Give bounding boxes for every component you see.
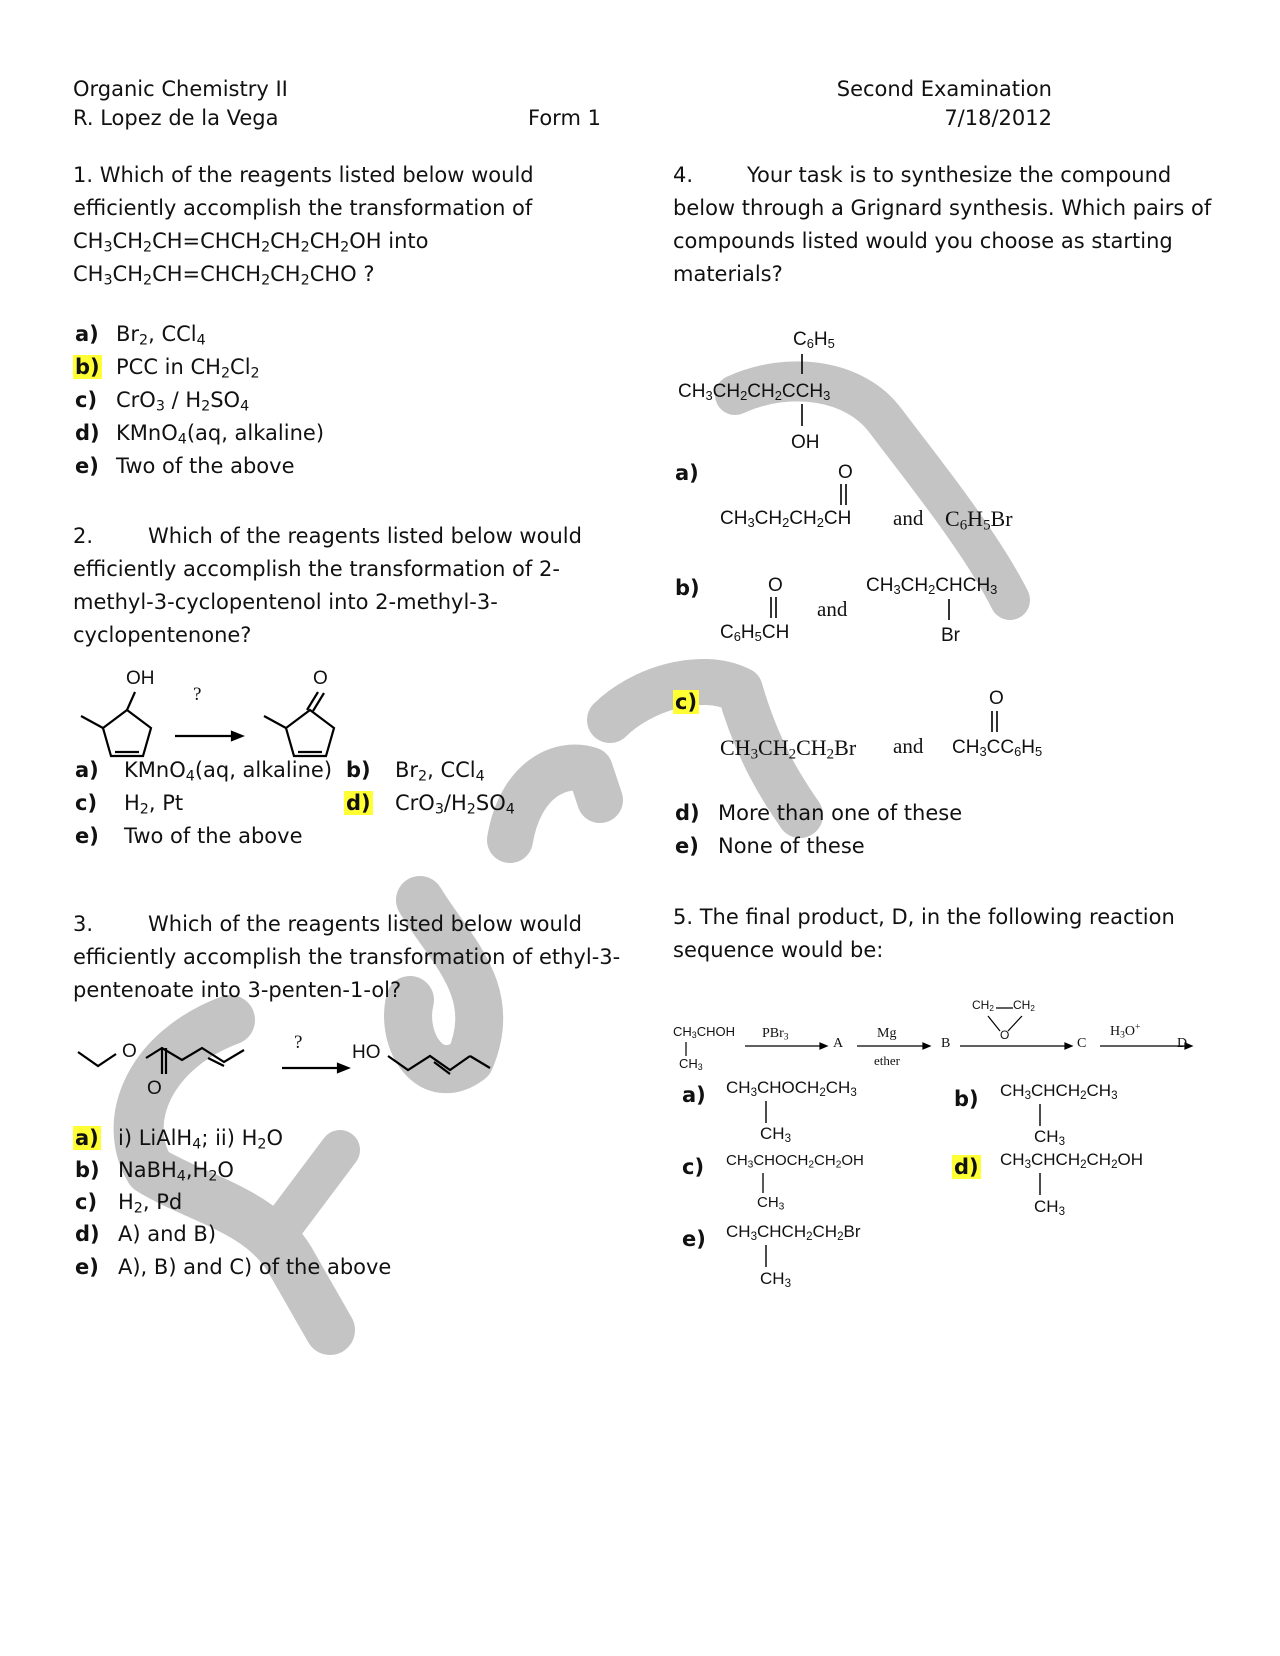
q5-stem-line-2: sequence would be: bbox=[673, 938, 884, 962]
q5-product-d: D bbox=[1177, 1036, 1188, 1051]
q2-option-a-label: a) bbox=[75, 758, 99, 782]
q5-b-main: $CH_3CHCH_2CH_3$ bbox=[1000, 1081, 1118, 1102]
q5-a-bond bbox=[763, 1101, 769, 1125]
q5-e-sub: $CH_3$ bbox=[760, 1269, 791, 1290]
q5-b-bond bbox=[1037, 1104, 1043, 1128]
q2-o-label: O bbox=[313, 668, 328, 689]
q5-reagent-2b: ether bbox=[874, 1053, 900, 1068]
q5-e-bond bbox=[763, 1245, 769, 1269]
q3-option-c-label: c) bbox=[75, 1190, 98, 1214]
q4-b-double-bond bbox=[768, 596, 778, 620]
q3-ester-o-label: O bbox=[122, 1041, 137, 1062]
q3-option-e-text: A), B) and C) of the above bbox=[118, 1255, 392, 1279]
q3-option-a-text: i) LiAlH$_4$; ii) $H_2O$ bbox=[118, 1126, 284, 1153]
q5-option-b-label: b) bbox=[954, 1087, 979, 1111]
q4-option-b-label: b) bbox=[675, 576, 700, 600]
q4-target-phenyl: $C_6H_5$ bbox=[793, 329, 835, 352]
q4-target-main: $CH_3CH_2CH_2CCH_3$ bbox=[678, 381, 831, 404]
q2-option-e-text: Two of the above bbox=[124, 824, 303, 848]
q2-option-e-label: e) bbox=[75, 824, 99, 848]
q3-option-b-label: b) bbox=[75, 1158, 100, 1182]
exam-title: Second Examination bbox=[836, 77, 1052, 101]
q3-ho-label: HO bbox=[352, 1042, 381, 1063]
q3-option-c-text: $H_2$, Pd bbox=[118, 1190, 183, 1217]
q5-option-d-label: d) bbox=[954, 1155, 979, 1179]
q3-question-mark: ? bbox=[294, 1032, 303, 1053]
q2-stem-line-3: methyl-3-cyclopentenol into 2-methyl-3- bbox=[73, 590, 498, 614]
q5-start-sub: $CH_3$ bbox=[679, 1056, 703, 1073]
q4-option-c-label: c) bbox=[675, 690, 698, 714]
q5-start-main: $CH_3CHOH$ bbox=[673, 1024, 735, 1041]
q5-epoxide-left: $CH_2$ bbox=[972, 998, 994, 1014]
q5-c-bond bbox=[760, 1173, 766, 1195]
q5-c-sub: $CH_3$ bbox=[757, 1194, 785, 1213]
q5-intermediate-c: C bbox=[1077, 1036, 1087, 1051]
q3-option-e-label: e) bbox=[75, 1255, 99, 1279]
q5-epoxide-right: $CH_2$ bbox=[1013, 998, 1035, 1014]
q4-c-and: and bbox=[893, 734, 924, 758]
q3-carbonyl-o-label: O bbox=[147, 1078, 162, 1099]
q4-stem-line-1: Your task is to synthesize the compound bbox=[747, 163, 1172, 187]
q2-question-mark: ? bbox=[193, 684, 202, 705]
q4-b-carbonyl: $C_6H_5CH$ bbox=[720, 622, 790, 645]
q2-option-c-text: $H_2$, Pt bbox=[124, 791, 184, 818]
q1-option-e-text: Two of the above bbox=[116, 454, 295, 478]
q2-stem-line-2: efficiently accomplish the transformation of 2- bbox=[73, 557, 560, 581]
q2-stem-line-1: Which of the reagents listed below would bbox=[148, 524, 582, 548]
q5-a-main: $CH_3CHOCH_2CH_3$ bbox=[726, 1078, 857, 1099]
q4-option-e-label: e) bbox=[675, 834, 699, 858]
q2-option-b-text: $Br_2$, CCl$_4$ bbox=[395, 758, 485, 785]
q4-stem-line-3: compounds listed would you choose as starting bbox=[673, 229, 1173, 253]
course-title: Organic Chemistry II bbox=[73, 77, 288, 101]
q5-epoxide-o: O bbox=[1000, 1028, 1010, 1042]
q5-d-main: $CH_3CHCH_2CH_2OH$ bbox=[1000, 1150, 1143, 1171]
q4-stem-line-2: below through a Grignard synthesis. Which pairs of bbox=[673, 196, 1212, 220]
q3-option-a-label: a) bbox=[75, 1126, 99, 1150]
instructor-name: R. Lopez de la Vega bbox=[73, 106, 279, 130]
q5-reagent-4: $H_3O^+$ bbox=[1110, 1022, 1141, 1041]
q4-b-bromine: Br bbox=[941, 625, 960, 646]
q4-a-carbonyl: $CH_3CH_2CH_2CH$ bbox=[720, 508, 852, 531]
q5-intermediate-b: B bbox=[941, 1036, 951, 1051]
q2-number: 2. bbox=[73, 524, 94, 548]
q5-d-bond bbox=[1037, 1173, 1043, 1197]
q5-e-main: $CH_3CHCH_2CH_2Br$ bbox=[726, 1222, 861, 1243]
q5-option-e-label: e) bbox=[682, 1227, 706, 1251]
q4-a-and: and bbox=[893, 506, 924, 530]
q1-option-d-text: KMnO$_4$(aq, alkaline) bbox=[116, 421, 325, 448]
q5-a-sub: $CH_3$ bbox=[760, 1124, 791, 1145]
q1-option-e-label: e) bbox=[75, 454, 99, 478]
q2-option-d-label: d) bbox=[346, 791, 371, 815]
q4-option-a[interactable] bbox=[673, 461, 1033, 494]
q4-c-carbonyl: $CH_3CC_6H_5$ bbox=[952, 737, 1043, 760]
q5-reagent-2: Mg bbox=[877, 1026, 897, 1041]
q3-stem-line-2: efficiently accomplish the transformation of ethyl-3- bbox=[73, 945, 621, 969]
q2-option-c-label: c) bbox=[75, 791, 98, 815]
q5-stem-line-1: 5. The final product, D, in the following reaction bbox=[673, 905, 1175, 929]
q3-stem-line-1: Which of the reagents listed below would bbox=[148, 912, 582, 936]
q1-stem-line-2: efficiently accomplish the transformation of bbox=[73, 196, 533, 220]
q5-reagent-1: PBr$_3$ bbox=[762, 1026, 789, 1043]
q4-option-a-label: a) bbox=[675, 461, 699, 485]
q4-b-carbonyl-o: O bbox=[768, 575, 783, 596]
q3-number: 3. bbox=[73, 912, 94, 936]
q4-number: 4. bbox=[673, 163, 694, 187]
q2-option-a-text: KMnO$_4$(aq, alkaline) bbox=[124, 758, 333, 785]
q1-option-a-label: a) bbox=[75, 322, 99, 346]
q4-b-br-bond bbox=[944, 598, 954, 622]
q1-option-c-label: c) bbox=[75, 388, 98, 412]
q4-c-carbonyl-o: O bbox=[989, 688, 1004, 709]
exam-date: 7/18/2012 bbox=[944, 106, 1052, 130]
form-label: Form 1 bbox=[528, 106, 601, 130]
q4-option-d-label: d) bbox=[675, 801, 700, 825]
q2-option-d-text: $CrO_3/H_2SO_4$ bbox=[395, 791, 515, 818]
q4-c-first: $CH_3CH_2CH_2Br$ bbox=[720, 735, 857, 763]
q4-option-e-text: None of these bbox=[718, 834, 865, 858]
q5-c-main: $CH_3CHOCH_2CH_2OH$ bbox=[726, 1152, 864, 1171]
q3-option-d-label: d) bbox=[75, 1222, 100, 1246]
q5-option-c-label: c) bbox=[682, 1155, 705, 1179]
q4-b-and: and bbox=[817, 597, 848, 621]
q1-stem-line-1: 1. Which of the reagents listed below would bbox=[73, 163, 534, 187]
q4-a-carbonyl-o: O bbox=[838, 462, 853, 483]
q1-option-c-text: $CrO_3 / H_2SO_4$ bbox=[116, 388, 250, 415]
q2-stem-line-4: cyclopentenone? bbox=[73, 623, 252, 647]
q4-target-hydroxyl: OH bbox=[791, 432, 820, 453]
q2-oh-label: OH bbox=[126, 668, 155, 689]
q1-option-d-label: d) bbox=[75, 421, 100, 445]
q2-option-b-label: b) bbox=[346, 758, 371, 782]
q1-option-b-label: b) bbox=[75, 355, 100, 379]
q1-to-compound: $CH_3CH_2CH=CHCH_2CH_2CHO$ ? bbox=[73, 262, 375, 289]
q3-option-d-text: A) and B) bbox=[118, 1222, 217, 1246]
q3-option-b-text: $NaBH_4,H_2O$ bbox=[118, 1158, 234, 1185]
q1-from-compound: $CH_3CH_2CH=CHCH_2CH_2CH_2OH$ into bbox=[73, 229, 429, 256]
q5-option-a-label: a) bbox=[682, 1083, 706, 1107]
q1-option-a-text: $Br_2$, CCl$_4$ bbox=[116, 322, 206, 349]
q4-a-other: $C_6H_5Br$ bbox=[945, 506, 1013, 534]
q5-intermediate-a: A bbox=[833, 1036, 844, 1051]
q1-option-b-text: PCC in $CH_2Cl_2$ bbox=[116, 355, 260, 382]
q3-stem-line-3: pentenoate into 3-penten-1-ol? bbox=[73, 978, 402, 1002]
q4-option-d-text: More than one of these bbox=[718, 801, 963, 825]
q5-b-sub: $CH_3$ bbox=[1034, 1127, 1065, 1148]
q5-d-sub: $CH_3$ bbox=[1034, 1197, 1065, 1218]
q4-stem-line-4: materials? bbox=[673, 262, 783, 286]
q4-c-double-bond bbox=[989, 710, 999, 734]
q4-b-other: $CH_3CH_2CHCH_3$ bbox=[866, 575, 998, 598]
q4-a-double-bond bbox=[838, 483, 848, 507]
